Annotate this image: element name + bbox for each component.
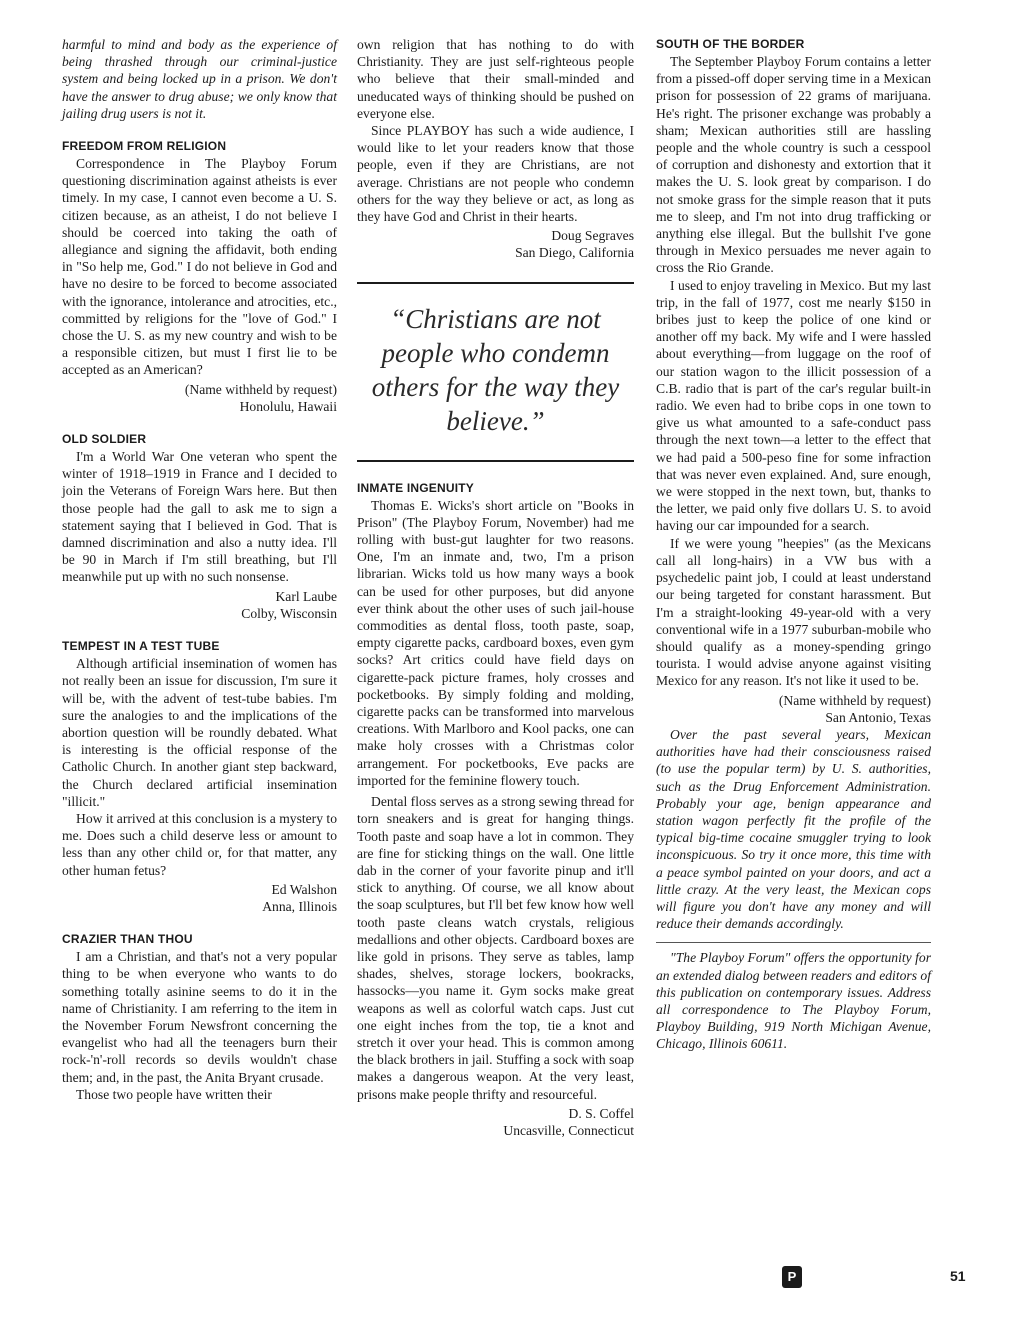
pull-quote: “Christians are not people who condemn others for the way they believe.”	[357, 282, 634, 462]
playboy-rabbit-icon: P	[782, 1266, 802, 1288]
signature-block	[62, 881, 337, 915]
signature-name: (Name withheld by request)	[778, 692, 931, 708]
signature-block	[656, 692, 931, 726]
letter-body: If we were young "heepies" (as the Mexicans call all long-hairs) in a VW bus with a psychedelic paint job, I could at least understand our being targeted for constant harassment. But I'm a straight-looking 49-year-old with a very conventional wife in a 1977 suburban-mobile who should qualify as a money-spending gringo tourista. I would advise anyone against visiting Mexico for any reason. It's not like it used to be.	[656, 535, 931, 689]
signature-place: San Antonio, Texas	[825, 709, 931, 725]
signature-block	[62, 588, 337, 622]
signature-name: D. S. Coffel	[568, 1105, 634, 1121]
column-3	[656, 36, 931, 1053]
column-2	[357, 36, 634, 1139]
section-heading-crazier: CRAZIER THAN THOU	[62, 932, 193, 947]
signature-place: Colby, Wisconsin	[241, 605, 337, 621]
signature-place: San Diego, California	[515, 245, 634, 261]
signature-place: Uncasville, Connecticut	[503, 1122, 634, 1138]
section-heading-inmate: INMATE INGENUITY	[357, 480, 474, 495]
signature-name: Ed Walshon	[271, 881, 337, 897]
letter-body: How it arrived at this conclusion is a mystery to me. Does such a child deserve less or amount to less than any other child or, for that matter, any other human fetus?	[62, 810, 337, 878]
editor-reply: Over the past several years, Mexican authorities have had their consciousness raised (to use the popular term) by U. S. authorities, such as the Drug Enforcement Administration. Probably your age, benign appearance and station wagon perfectly fit the profile of the typical big-time cocaine smuggler trying to look inconspicuous. So try it once more, this time with a peace symbol painted on your doors, and act a little crazy. At the very least, the Mexican cops will figure you don't have any money and will reduce their demands accordingly.	[656, 726, 931, 932]
column-1	[62, 36, 337, 1103]
letter-body: Although artificial insemination of women has not really been an issue for discussion, I'm sure it will be, with the advent of test-tube babies. I'm sure the analogies to and the implications of the abortion question will be roundly debated. What is interesting is the official response of the Catholic Church. In another giant step backward, the Church declared artificial insemination "illicit."	[62, 656, 337, 809]
letter-body: Since PLAYBOY has such a wide audience, I would like to let your readers know that those people, even if they are Christians, are not average. Christians are not people who condemn others for the way they believe or act, as long as they have God and Christ in their hearts.	[357, 123, 634, 225]
letter-body: I used to enjoy traveling in Mexico. But my last trip, in the fall of 1977, cost me nearly $150 in bribes just to keep the police of one kind or another off my back. My wife and I were hassled about everything—from luggage on the roof of our station wagon to the illicit possession of a C.B. radio that is part of the car's regular built-in radio. We even had to bribe cops in one town to give us what amounted to a safe-conduct pass through the next town—a letter to the effect that we had paid a 500-peso fine for some infraction that was never even explained. And, sure enough, we were stopped in the next town, but, thanks to the letter, we paid only five dollars U. S. to avoid having our car impounded for a search.	[656, 277, 931, 534]
lead-reply-text: harmful to mind and body as the experience of being thrashed through our criminal-justice system and being locked up in a prison. We don't have the answer to drug abuse; we only know that jailing drug users is not it.	[62, 37, 337, 121]
section-heading-freedom: FREEDOM FROM RELIGION	[62, 139, 227, 154]
section-heading-south: SOUTH OF THE BORDER	[656, 37, 805, 51]
signature-place: Honolulu, Hawaii	[239, 398, 337, 414]
letter-body: I'm a World War One veteran who spent the winter of 1918–1919 in France and I decided to join the Veterans of Foreign Wars here. But then those people had the gall to ask me to sign a statement saying that I believed in God. That is damned discrimination and also a nutty idea. I'll be 90 in March if I'm still breathing, but I'll meanwhile put up with no such nonsense.	[62, 449, 337, 585]
letter-body-continued: own religion that has nothing to do with Christianity. They are just self-righteous people who believe that their small-minded and uneducated ways of thinking should be pushed on everyone else.	[357, 37, 634, 121]
signature-name: Karl Laube	[275, 588, 337, 604]
signature-name: Doug Segraves	[551, 228, 634, 244]
letter-body: Correspondence in The Playboy Forum questioning discrimination against atheists is ever timely. In my case, I cannot even become a U. S. citizen because, as an atheist, I do not believe I should be coerced into taking the oath of allegiance and signing the affidavit, both ending in "So help me, God." I do not believe in God and have no desire to be forced to become associated with the ignorance, intolerance and atrocities, etc., committed by religions for the "love of God." I chose the U. S. as my new country and wish to be a responsible citizen, but must I first lie to be accepted as an American?	[62, 156, 337, 378]
forum-endnote: "The Playboy Forum" offers the opportunity for an extended dialog between readers and editors of this publication on contemporary issues. Address all correspondence to The Playboy Forum, Playboy Building, 919 North Michigan Avenue, Chicago, Illinois 60611.	[656, 950, 931, 1052]
letter-body: I am a Christian, and that's not a very popular thing to be when everyone who wants to do something totally asinine seems to do it in the name of Christianity. I am referring to the item in the November Forum Newsfront concerning the evangelist who had all the teenagers burn their rock-'n'-roll records so devils wouldn't chase them; and, in the past, the Anita Bryant crusade.	[62, 949, 337, 1085]
page-number: 51	[950, 1268, 966, 1284]
signature-block	[357, 227, 634, 261]
signature-block	[62, 381, 337, 415]
forum-endnote-box	[656, 942, 931, 1052]
letter-body: The September Playboy Forum contains a letter from a pissed-off doper serving time in a Mexican prison for possession of 22 grams of marijuana. He's right. The prisoner exchange was probably a sham; Mexican authorities still are hassling people and the whole country is such a cesspool of corruption and dishonesty and extortion that it makes the U. S. look great by comparison. I do not smoke grass for the simple reason that it puts me to sleep, and I'm not into drug trafficking or anything else illegal. But the bullshit I've gone through in Mexico persuades me never again to cross the Rio Grande.	[656, 54, 931, 276]
section-heading-old-soldier: OLD SOLDIER	[62, 432, 147, 447]
signature-name: (Name withheld by request)	[184, 381, 337, 397]
signature-block	[357, 1105, 634, 1139]
letter-body: Thomas E. Wicks's short article on "Books in Prison" (The Playboy Forum, November) had me rolling with bust-gut laughter for two reasons. One, I'm an inmate and, two, I'm a prison librarian. Wicks told us how many ways a book can be used for other purposes, but did anyone ever think about the other uses of such jail-house commodities as dental floss, tooth paste, soap, empty cigarette packs, cardboard boxes, even gym socks? Art critics could have field days on cigarette-pack picture frames, holy crosses and pocketbooks. By simply folding and molding, cigarette packs can be transformed into marvelous creations. With Marlboro and Kool packs, one can make holy crosses with a Christmas color arrangement. For pocketbooks, Eve packs are imported for the feminine flowery touch.	[357, 497, 634, 788]
letter-body: Those two people have written their	[76, 1086, 272, 1102]
section-heading-tempest: TEMPEST IN A TEST TUBE	[62, 639, 220, 654]
signature-place: Anna, Illinois	[262, 898, 337, 914]
letter-body: Dental floss serves as a strong sewing thread for torn sneakers and is great for hanging things. Tooth paste and soap have a lot in common. They are fine for sticking things on the wall. One little dab in the corner of your favorite pinup and it'll stick to anything. Of course, we all know about the soap sculptures, but I'll bet few know how well tooth paste cleans watch crystals, religious medallions and other objects. Cardboard boxes are like gold in prisons. They serve as tables, lamp shades, shelves, storage lockers, bookracks, hassocks—you name it. Gym socks make great weapons as well as colorful watch caps. Just cut one eight inches from the top, tie a knot and stretch it over your head. This is common among the black brothers in jail. Stuffing a sock with soap makes a dangerous weapon. At the very least, prisons make people thrifty and resourceful.	[357, 794, 634, 1102]
